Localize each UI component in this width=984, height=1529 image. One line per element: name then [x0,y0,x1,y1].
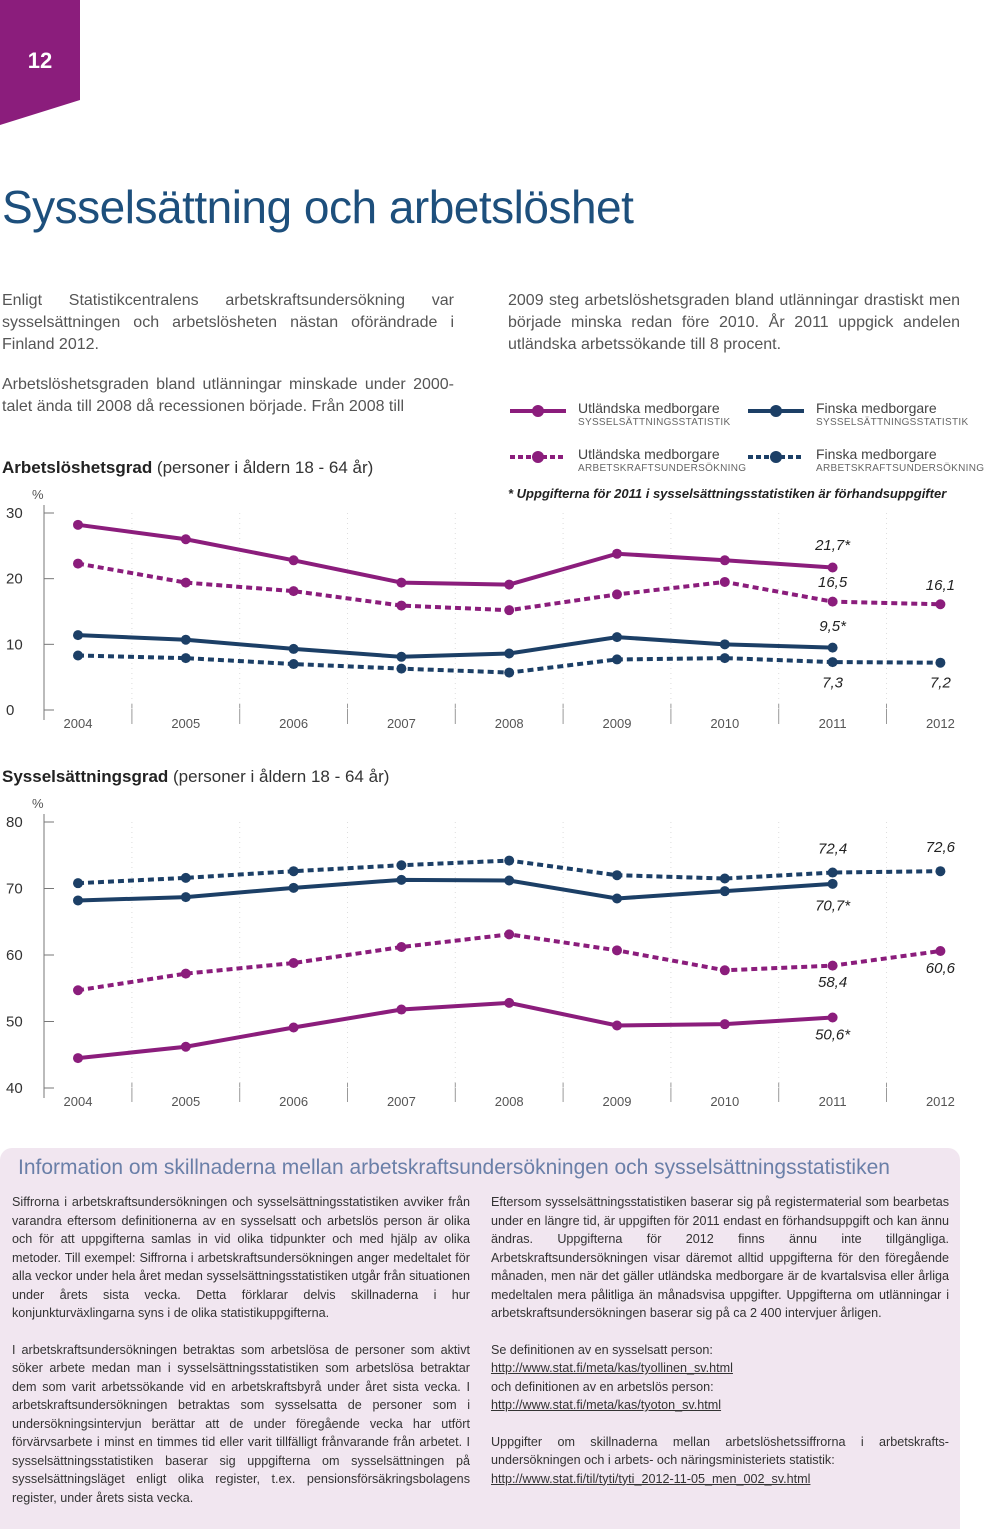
data-point [504,998,514,1008]
x-tick-label: 2004 [63,1094,93,1109]
chart-legend [508,398,984,488]
x-tick-label: 2010 [710,1094,740,1109]
x-tick-label: 2011 [818,716,847,731]
y-tick-label: 30 [6,505,23,522]
data-label: 58,4 [817,973,848,991]
legend-label: Finska medborgare [816,446,937,462]
info-paragraph: I arbetskraftsundersökningen betraktas som arbetslösa de personer som aktivt söker arbete medan man i sysselsättningsstatistiken som arbetslösa betraktar dem som varit arbetssökande vid en arbetskraftsbyrå under året sista vecka. I arbetskraftsundersökningen betraktas som sysselsatta de personer som i undersökningsintervjun berättar att de under föregående vecka har utfört förvärvsarbete i minst en timmes tid eller varit tillfälligt frånvarande från arbetet. I sysselsättningsstatistiken baserar sig uppgifterna om sysselsättningen på sysselsättningsläget enligt olika register, t.ex. pensionsförsäkringsbolagens register, under årets sista vecka. [12,1342,470,1505]
definition-unemployed-label: och definitionen av en arbetslös person: [491,1379,714,1394]
data-point [828,961,838,971]
data-point [612,945,622,955]
data-label: 50,6* [815,1026,851,1044]
intro-paragraph-3: 2009 steg arbetslöshetsgraden bland utlänningar drastiskt men började minska redan före 2010. År 2011 uppgick andelen utländska arbetssökande till 8 procent. [508,292,960,353]
data-point [720,555,730,565]
definition-employed-label: Se definitionen av en sysselsatt person: [491,1342,713,1357]
y-axis-unit: % [32,487,44,502]
data-point [289,958,299,968]
legend-swatch-solid-purple [508,402,568,420]
page-number: 12 [27,48,53,73]
data-point [396,652,406,662]
data-point [396,860,406,870]
legend-label: Utländska medborgare [578,400,720,416]
data-point [73,878,83,888]
data-point [181,578,191,588]
data-point [73,520,83,530]
x-tick-label: 2005 [171,716,201,731]
y-tick-label: 60 [6,947,23,964]
x-tick-label: 2008 [494,716,524,731]
data-point [396,875,406,885]
data-label: 60,6 [925,959,956,977]
data-point [612,1020,622,1030]
legend-swatch-dashed-purple [508,448,568,466]
x-tick-label: 2005 [171,1094,201,1109]
employment-chart [0,790,960,1140]
difference-statistics-label: Uppgifter om skillnaderna mellan arbetslöshetssiffrorna i arbetskrafts-undersökningen och i arbets- och näringsministeriets statistik: [491,1434,949,1467]
data-point [73,985,83,995]
data-point [181,534,191,544]
data-point [828,563,838,573]
data-point [720,577,730,587]
data-point [73,650,83,660]
data-point [504,856,514,866]
data-point [828,1013,838,1023]
x-tick-label: 2009 [602,1094,632,1109]
x-tick-label: 2012 [925,716,955,731]
legend-sublabel: SYSSELSÄTTNINGSSTATISTIK [816,417,969,428]
chart-title-unemployment [2,458,373,478]
legend-swatch-solid-navy [746,402,806,420]
y-tick-label: 80 [6,814,23,831]
data-label: 72,6 [925,838,956,856]
data-label: 7,3 [822,674,844,692]
data-point [828,657,838,667]
data-label: 16,5 [817,574,848,592]
data-point [612,549,622,559]
legend-label: Utländska medborgare [578,446,720,462]
legend-sublabel: SYSSELSÄTTNINGSSTATISTIK [578,417,731,428]
data-point [720,965,730,975]
x-tick-label: 2004 [63,716,93,731]
y-axis-unit: % [32,796,44,811]
data-point [504,605,514,615]
data-point [504,668,514,678]
data-point [828,868,838,878]
y-tick-label: 0 [6,702,15,719]
data-point [720,639,730,649]
intro-paragraph-1: Enligt Statistikcentralens arbetskraftsundersökning var sysselsättningen och arbetslösheten nästan oförändrade i Finland 2012. [2,292,454,353]
intro-paragraph-2: Arbetslöshetsgraden bland utlänningar minskade under 2000-talet ända till 2008 då recessionen började. Från 2008 till [2,376,454,415]
series-line [78,934,940,990]
x-tick-label: 2006 [279,716,309,731]
data-point [612,654,622,664]
definition-unemployed-link[interactable]: http://www.stat.fi/meta/kas/tyoton_sv.html [491,1398,722,1412]
data-point [73,1053,83,1063]
data-point [612,589,622,599]
data-point [181,969,191,979]
chart-title-employment [2,767,389,787]
x-tick-label: 2010 [710,716,740,731]
data-point [612,632,622,642]
data-point [181,1042,191,1052]
x-tick-label: 2008 [494,1094,524,1109]
x-tick-label: 2007 [386,716,416,731]
data-point [289,644,299,654]
data-point [935,599,945,609]
data-point [935,866,945,876]
data-point [73,559,83,569]
data-point [828,643,838,653]
data-label: 72,4 [817,840,848,858]
x-tick-label: 2012 [925,1094,955,1109]
data-point [73,895,83,905]
info-paragraph: Eftersom sysselsättningsstatistiken baserar sig på registermaterial som bearbetas under en längre tid, är uppgiften för 2011 endast en förhandsuppgift och kan ännu ändras. Uppgifterna för 2012 finns ännu inte tillgängliga. Arbetskraftsundersökningen visar däremot alltid uppgifterna för den föregående månaden, men när det gäller utländska medborgare är de kvartalsvisa eller årliga medeltalen mera pålitliga än månadsvisa uppgifter. Uppgifterna om utlänningar i arbetskraftsundersökningen baserar sig på ca 2 400 intervjuer årligen. [491,1195,949,1320]
data-label: 16,1 [925,576,956,594]
data-point [289,555,299,565]
data-point [396,601,406,611]
unemployment-chart [0,480,960,740]
data-point [181,653,191,663]
info-heading: Information om skillnaderna mellan arbetskraftsundersökningen och sysselsättningsstatistiken [18,1156,890,1179]
legend-label: Finska medborgare [816,400,937,416]
y-tick-label: 10 [6,636,23,654]
data-label: 21,7* [815,536,851,554]
data-point [289,659,299,669]
data-point [396,578,406,588]
chart-title-bold: Sysselsättningsgrad [2,767,169,786]
x-tick-label: 2006 [279,1094,309,1109]
x-tick-label: 2009 [602,716,632,731]
data-point [504,876,514,886]
data-point [181,635,191,645]
data-point [289,866,299,876]
data-label: 70,7* [815,897,851,915]
page-title: Sysselsättning och arbetslöshet [2,181,634,233]
data-point [504,580,514,590]
data-point [720,653,730,663]
definition-employed-link[interactable]: http://www.stat.fi/meta/kas/tyollinen_sv.html [491,1361,733,1375]
info-left-column [12,1193,470,1525]
y-tick-label: 50 [6,1013,23,1031]
data-point [396,1005,406,1015]
chart-title-bold: Arbetslöshetsgrad [2,458,153,477]
data-point [181,892,191,902]
difference-statistics-link[interactable]: http://www.stat.fi/til/tyti/tyti_2012-11-05_men_002_sv.html [491,1471,811,1486]
y-tick-label: 40 [6,1080,23,1097]
data-point [828,879,838,889]
x-tick-label: 2011 [818,1094,847,1109]
legend-sublabel: ARBETSKRAFTSUNDERSÖKNING [816,463,984,474]
legend-swatch-dashed-navy [746,448,806,466]
data-point [612,870,622,880]
legend-sublabel: ARBETSKRAFTSUNDERSÖKNING [578,463,747,474]
data-label: 7,2 [929,674,951,692]
y-tick-label: 20 [6,570,23,588]
data-point [720,874,730,884]
data-point [289,883,299,893]
data-point [935,946,945,956]
chart-title-rest: (personer i åldern 18 - 64 år) [152,458,374,477]
series-line [78,1003,833,1058]
data-point [504,929,514,939]
data-point [504,649,514,659]
data-point [828,597,838,607]
y-tick-label: 70 [6,880,23,898]
data-point [181,873,191,883]
info-right-column [491,1193,949,1506]
data-point [289,1022,299,1032]
info-paragraph: Siffrorna i arbetskraftsundersökningen och sysselsättningsstatistiken avviker från varandra eftersom definitionerna av en sysselsatt och arbetslös person är olika och för att uppgifterna samlas in vid olika tidpunkter och med hjälp av olika metoder. Till exempel: Siffrorna i arbetskraftsundersökningen anger medeltalet för alla veckor under hela året medan sysselsättningsstatistiken utgår från situationen under årets sista vecka. Detta förklarar delvis skillnaderna i hur konjunkturväxlingarna syns i de olika statistikuppgifterna. [12,1195,470,1320]
data-point [720,1019,730,1029]
data-point [396,664,406,674]
x-tick-label: 2007 [386,1094,416,1109]
data-label: 9,5* [819,618,846,636]
data-point [720,886,730,896]
legend-footnote: * Uppgifterna för 2011 i sysselsättningsstatistiken är förhandsuppgifter [508,486,947,501]
data-point [935,658,945,668]
data-point [396,942,406,952]
chart-title-rest: (personer i åldern 18 - 64 år) [168,767,390,786]
data-point [289,586,299,596]
data-point [73,630,83,640]
data-point [612,893,622,903]
